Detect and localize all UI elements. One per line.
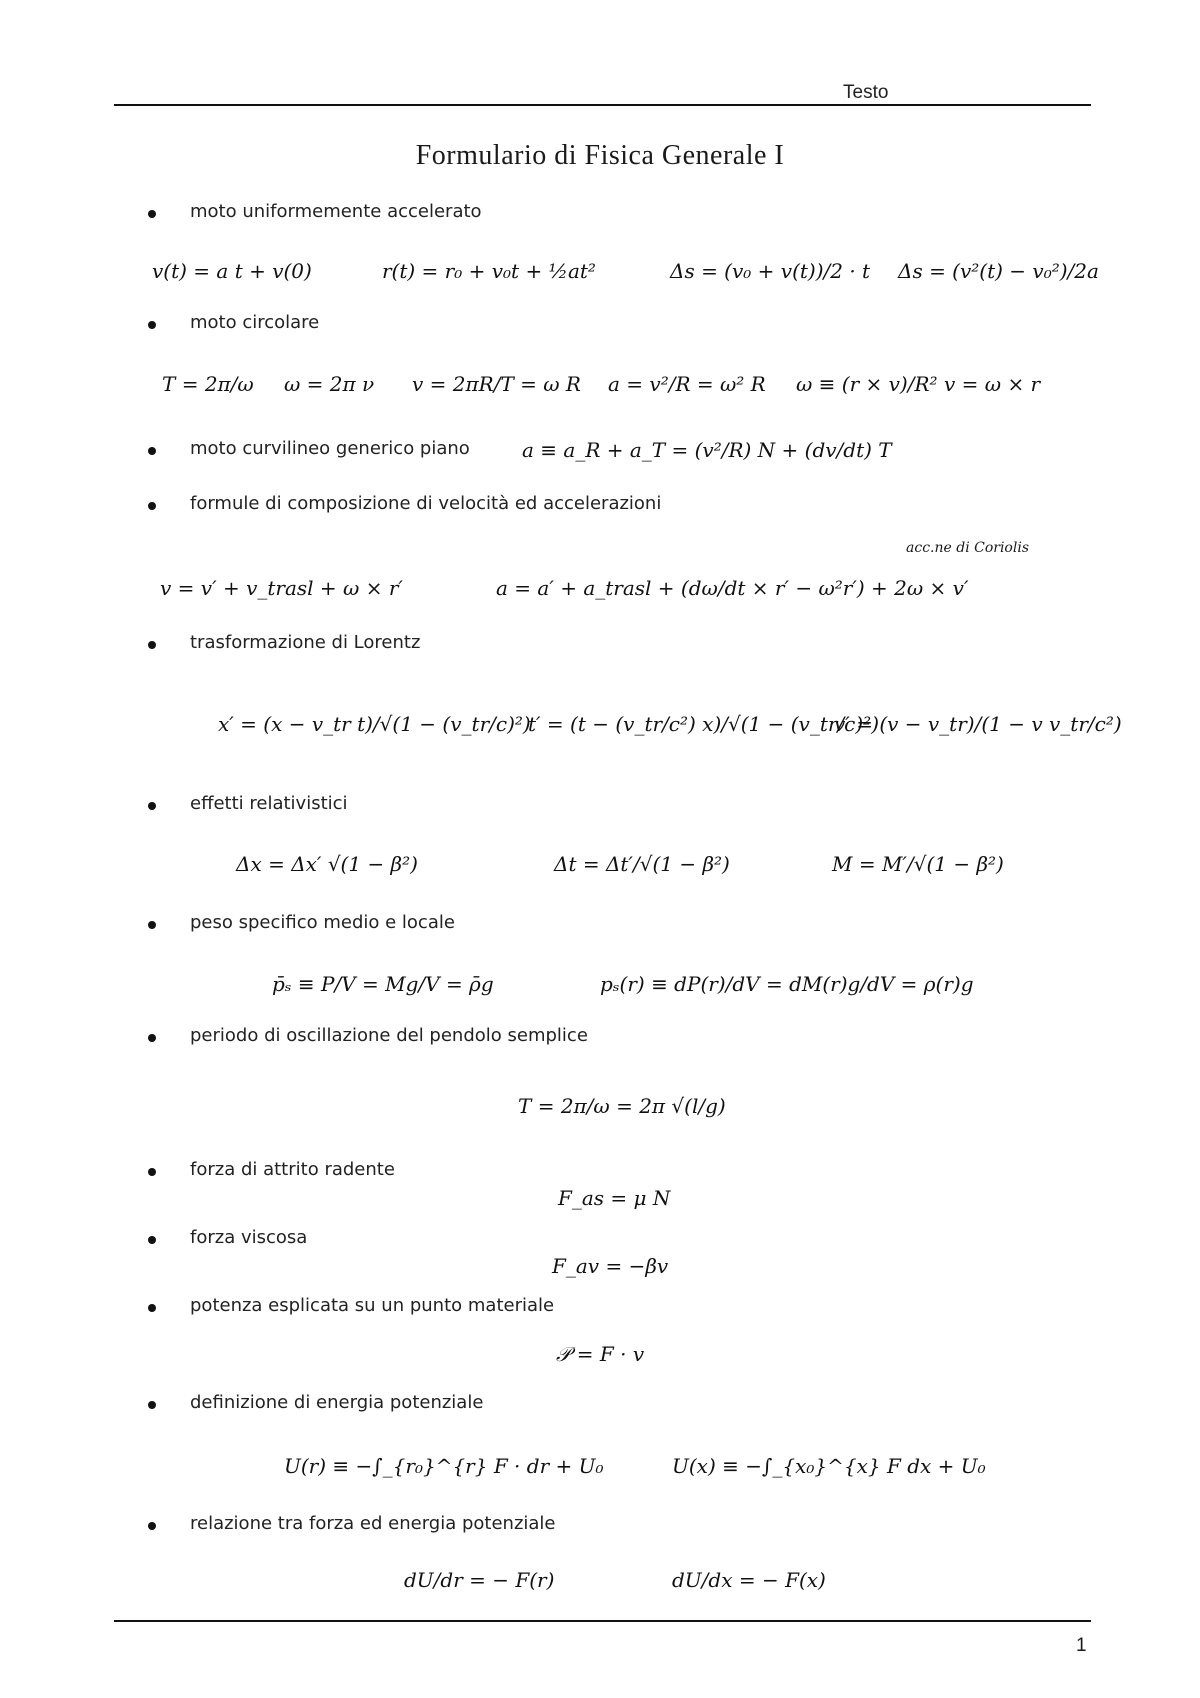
formula: v = 2πR/T = ω R [412,372,581,396]
bullet [148,447,156,455]
formula: Δs = (v₀ + v(t))/2 · t [670,259,871,283]
formula: a = a′ + a_trasl + (dω/dt × r′ − ω²r′) + 2ω × v′ [496,576,969,600]
formula: U(r) ≡ −∫_{r₀}^{r} F · dr + U₀ [284,1454,604,1478]
bullet [148,1522,156,1530]
formula: M = M′/√(1 − β²) [832,852,1004,876]
bullet [148,1401,156,1409]
formula: a ≡ a_R + a_T = (v²/R) N + (dv/dt) T [522,438,892,462]
bullet [148,210,156,218]
formula: pₛ(r) ≡ dP(r)/dV = dM(r)g/dV = ρ(r)g [600,972,974,996]
section-label: effetti relativistici [190,793,348,814]
coriolis-annotation: acc.ne di Coriolis [906,540,1029,556]
formula: T = 2π/ω = 2π √(l/g) [518,1094,726,1118]
section-label: relazione tra forza ed energia potenziale [190,1513,556,1534]
formula: dU/dx = − F(x) [672,1568,826,1592]
section-label: peso specifico medio e locale [190,912,455,933]
bullet [148,502,156,510]
bullet [148,802,156,810]
formula: v = v′ + v_trasl + ω × r′ [160,576,403,600]
formula: F_av = −βv [552,1254,669,1278]
formula: Δt = Δt′/√(1 − β²) [554,852,730,876]
section-label: formule di composizione di velocità ed accelerazioni [190,493,662,514]
section-label: moto curvilineo generico piano [190,438,470,459]
formula: F_as = μ N [558,1186,671,1210]
section-label: periodo di oscillazione del pendolo semplice [190,1025,588,1046]
formula: U(x) ≡ −∫_{x₀}^{x} F dx + U₀ [672,1454,986,1478]
header-rule [114,104,1091,106]
section-label: moto circolare [190,312,320,333]
formula: T = 2π/ω [162,372,254,396]
bullet [148,321,156,329]
bullet [148,1168,156,1176]
formula: p̄ₛ ≡ P/V = Mg/V = ρ̄g [272,972,494,996]
formula: 𝒫 = F · v [556,1342,645,1366]
formula: v = ω × r [944,372,1041,396]
formula: dU/dr = − F(r) [404,1568,555,1592]
bullet [148,1304,156,1312]
running-header: Testo [843,82,889,103]
footer-rule [114,1620,1091,1622]
document-title: Formulario di Fisica Generale I [415,140,785,171]
section-label: forza viscosa [190,1227,308,1248]
section-label: moto uniformemente accelerato [190,201,482,222]
section-label: forza di attrito radente [190,1159,395,1180]
section-label: potenza esplicata su un punto materiale [190,1295,555,1316]
formula: v(t) = a t + v(0) [152,259,312,283]
page-number: 1 [1076,1635,1087,1656]
bullet [148,921,156,929]
formula: t′ = (t − (v_tr/c²) x)/√(1 − (v_tr/c)²) [528,712,880,736]
formula: a = v²/R = ω² R [608,372,766,396]
formula: ω ≡ (r × v)/R² [796,372,938,396]
formula: Δx = Δx′ √(1 − β²) [236,852,418,876]
bullet [148,641,156,649]
section-label: trasformazione di Lorentz [190,632,421,653]
formula: r(t) = r₀ + v₀t + ½at² [382,259,596,283]
formula: v′ = (v − v_tr)/(1 − v v_tr/c²) [834,712,1122,736]
bullet [148,1236,156,1244]
formula: ω = 2π ν [284,372,375,396]
bullet [148,1034,156,1042]
section-label: definizione di energia potenziale [190,1392,484,1413]
formula: x′ = (x − v_tr t)/√(1 − (v_tr/c)²) [218,712,531,736]
formula: Δs = (v²(t) − v₀²)/2a [898,259,1099,283]
